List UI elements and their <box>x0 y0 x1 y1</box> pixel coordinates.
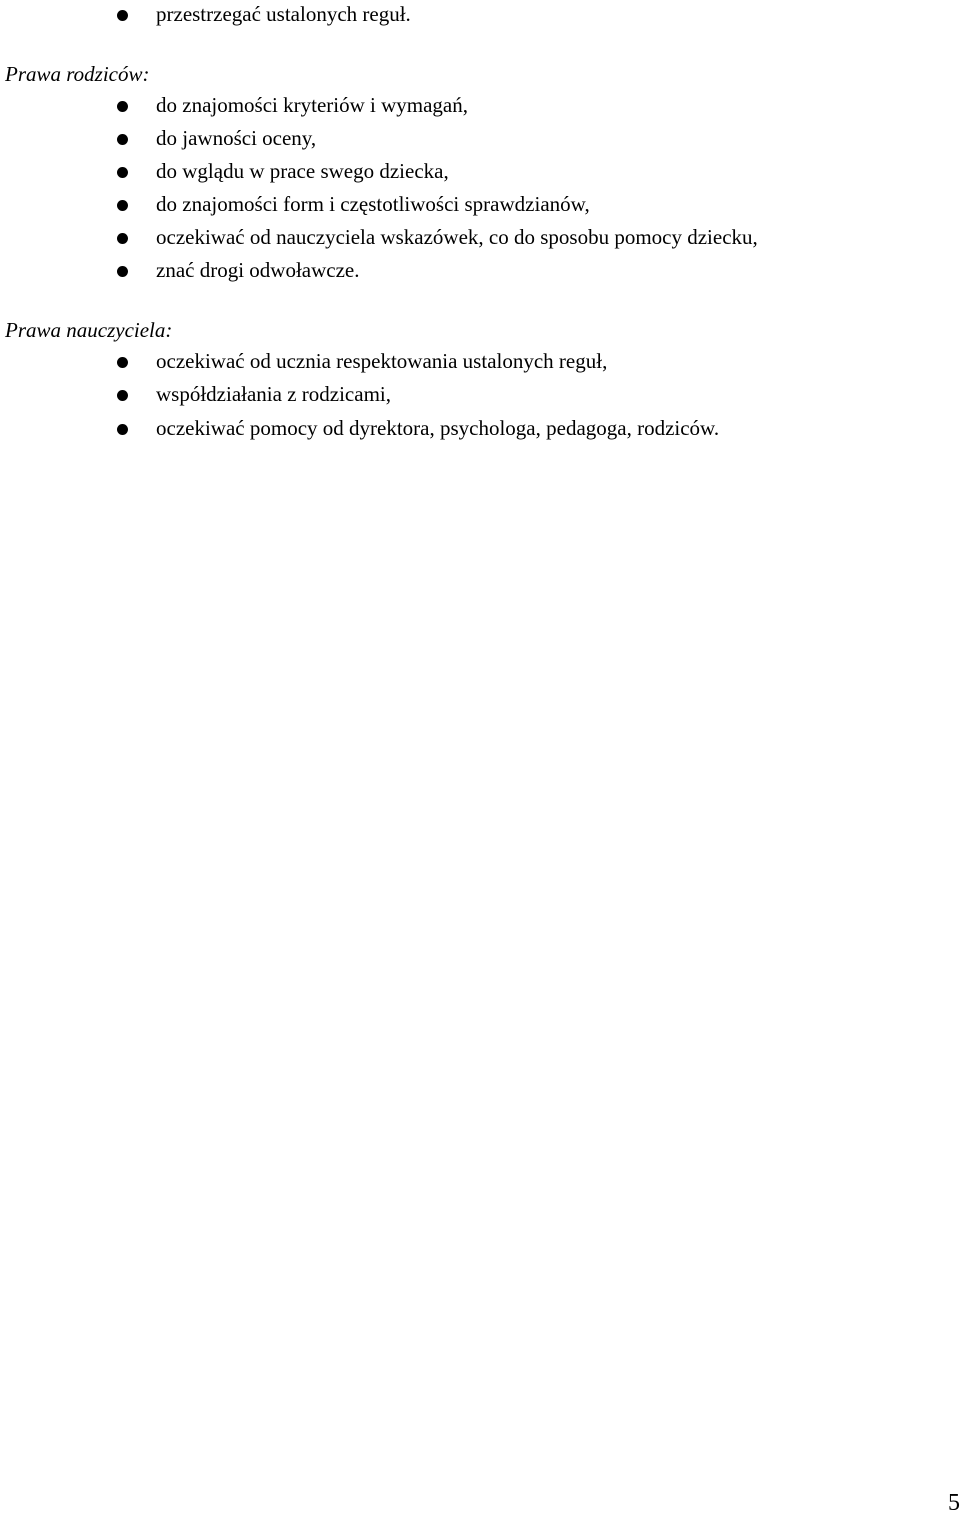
bullet-icon <box>117 424 128 435</box>
bullet-icon <box>117 357 128 368</box>
list-item <box>0 351 960 375</box>
list-item <box>0 161 960 185</box>
page-number: 5 <box>948 1490 960 1516</box>
list-item-text: do znajomości kryteriów i wymagań, <box>156 93 469 117</box>
section-heading-teachers: Prawa nauczyciela: <box>5 318 173 342</box>
list-item <box>0 260 960 284</box>
bullet-icon <box>117 10 128 21</box>
bullet-icon <box>117 167 128 178</box>
list-item-text: przestrzegać ustalonych reguł. <box>156 2 411 26</box>
list-item-text: do wglądu w prace swego dziecka, <box>156 159 449 183</box>
bullet-icon <box>117 200 128 211</box>
list-item-text: oczekiwać od nauczyciela wskazówek, co do sposobu pomocy dziecku, <box>156 225 758 249</box>
bullet-icon <box>117 233 128 244</box>
list-item <box>0 418 960 442</box>
list-item <box>0 194 960 218</box>
section-heading-parents: Prawa rodziców: <box>5 62 150 86</box>
bullet-icon <box>117 134 128 145</box>
list-item-text: znać drogi odwoławcze. <box>156 258 360 282</box>
bullet-icon <box>117 390 128 401</box>
list-item-text: współdziałania z rodzicami, <box>156 382 391 406</box>
list-item <box>0 4 960 28</box>
list-item <box>0 128 960 152</box>
bullet-icon <box>117 266 128 277</box>
list-item-text: oczekiwać pomocy od dyrektora, psychologa, pedagoga, rodziców. <box>156 416 720 440</box>
list-item <box>0 227 960 251</box>
bullet-icon <box>117 101 128 112</box>
list-item-text: oczekiwać od ucznia respektowania ustalonych reguł, <box>156 349 608 373</box>
list-item-text: do jawności oceny, <box>156 126 317 150</box>
list-item <box>0 95 960 119</box>
list-item <box>0 384 960 408</box>
list-item-text: do znajomości form i częstotliwości sprawdzianów, <box>156 192 590 216</box>
